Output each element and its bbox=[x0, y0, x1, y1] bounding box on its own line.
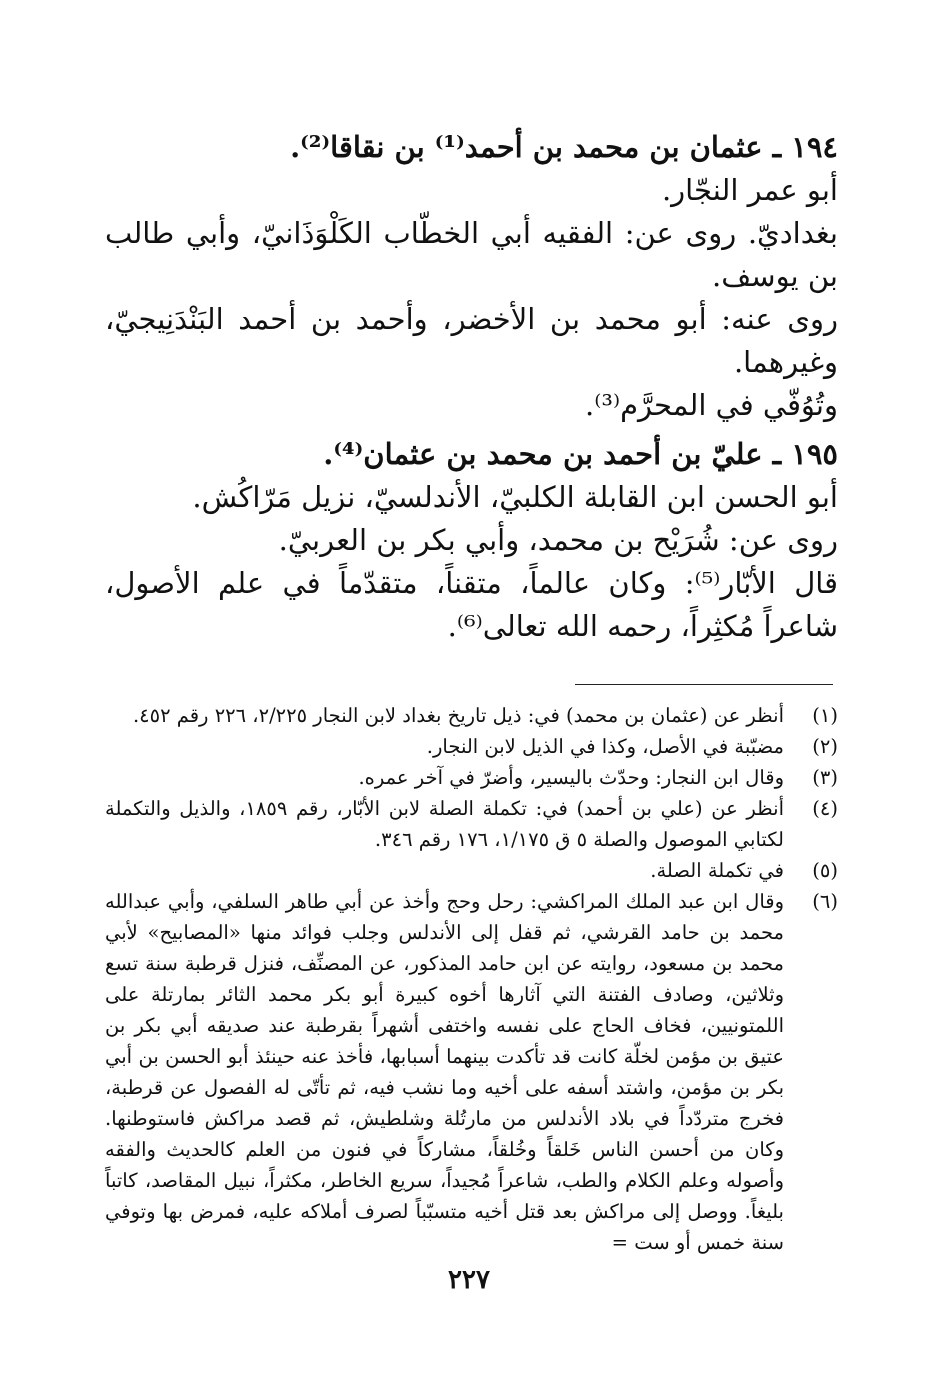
biography-entries bbox=[105, 126, 838, 648]
footnote-text: أنظر عن (علي بن أحمد) في: تكملة الصلة لابن الأبّار، رقم ١٨٥٩، والذيل والتكملة لكتابي الموصول والصلة ٥ ق ١/١٧٥، ١٧٦ رقم ٣٤٦. bbox=[105, 797, 784, 851]
footnote-divider bbox=[575, 684, 833, 685]
footnote-text: مضبّبة في الأصل، وكذا في الذيل لابن النجار. bbox=[426, 735, 784, 758]
footnote-item bbox=[105, 700, 838, 731]
entry-195-title: ١٩٥ ـ عليّ بن أحمد بن محمد بن عثمان⁽⁴⁾. bbox=[323, 437, 838, 471]
footnote-item bbox=[105, 855, 838, 886]
entry-195-abbar-quote: قال الأبّار⁽⁵⁾: وكان عالماً، متقناً، متقدّماً في علم الأصول، شاعراً مُكثِراً، رحمه الله تعالى⁽⁶⁾. bbox=[105, 566, 838, 643]
footnote-item bbox=[105, 793, 838, 855]
footnote-number: (٤) bbox=[812, 797, 838, 820]
footnote-item bbox=[105, 731, 838, 762]
footnote-number: (٣) bbox=[812, 766, 838, 789]
entry-194-narrated-from: بغداديّ. روى عن: الفقيه أبي الخطّاب الكَلْوَذَانيّ، وأبي طالب بن يوسف. bbox=[105, 216, 838, 293]
footnote-text: وقال ابن عبد الملك المراكشي: رحل وحج وأخذ عن أبي طاهر السلفي، وأبي عبدالله محمد بن حامد القرشي، ثم قفل إلى الأندلس وجلب فوائد منها «المصابيح» لأبي محمد بن مسعود، روايته عن ابن حامد المذكور، عن المصنِّف، فنزل قرطبة سنة تسع وثلاثين، وصادف الفتنة التي آثارها أخوه كبيرة أبو بكر محمد الثائر بمارتلة على اللمتونيين، فخاف الحاج على نفسه واختفى أشهراً بقرطبة عند صديقه أبي بكر بن عتيق بن مؤمن لخلّة كانت قد تأكدت بينهما أسبابها، فأخذ عنه حينئذ أبو الحسن بن أبي بكر بن مؤمن، واشتد أسفه على أخيه وما نشب فيه، ثم تأتّى له الفصول عن قرطبة، فخرج متردّداً في بلاد الأندلس من مارتُلة وشلطيش، ثم قصد مراكش فاستوطنها. وكان من أحسن الناس خَلقاً وخُلقاً، مشاركاً في فنون من العلم كالحديث والفقه وأصوله وعلم الكلام والطب، شاعراً مُجيداً، سريع الخاطر، مكثراً، نبيل المقاصد، كاتباً بليغاً. ووصل إلى مراكش بعد قتل أخيه متسبّباً لصرف أملاكه عليه، فمرض بها وتوفي سنة خمس أو ست = bbox=[105, 890, 784, 1254]
entry-194-death: وتُوُفّي في المحرَّم⁽³⁾. bbox=[584, 388, 838, 422]
footnote-text: في تكملة الصلة. bbox=[650, 859, 784, 882]
footnote-number: (٥) bbox=[812, 859, 838, 882]
footnote-number: (١) bbox=[812, 704, 838, 727]
main-text-block bbox=[105, 118, 838, 648]
entry-195-kunya: أبو الحسن ابن القابلة الكلبيّ، الأندلسيّ، نزيل مَرّاكُش. bbox=[192, 480, 838, 514]
footnote-number: (٦) bbox=[812, 890, 838, 913]
footnote-item bbox=[105, 886, 838, 1258]
page-number: ٢٢٧ bbox=[448, 1265, 490, 1295]
footnote-item bbox=[105, 762, 838, 793]
footnote-text: أنظر عن (عثمان بن محمد) في: ذيل تاريخ بغداد لابن النجار ٢/٢٢٥، ٢٢٦ رقم ٤٥٢. bbox=[132, 704, 784, 727]
entry-194-narrated-by: روى عنه: أبو محمد بن الأخضر، وأحمد بن أحمد البَنْدَنِيجيّ، وغيرهما. bbox=[105, 302, 838, 379]
footnote-number: (٢) bbox=[812, 735, 838, 758]
entry-194-title: ١٩٤ ـ عثمان بن محمد بن أحمد⁽¹⁾ بن نقاقا⁽²⁾. bbox=[290, 130, 838, 164]
footnotes-section bbox=[105, 700, 838, 1258]
footnote-text: وقال ابن النجار: وحدّث باليسير، وأضرّ في آخر عمره. bbox=[358, 766, 784, 789]
entry-194-kunya: أبو عمر النجّار. bbox=[661, 173, 838, 207]
entry-195-narrated-from: روى عن: شُرَيْح بن محمد، وأبي بكر بن العربيّ. bbox=[278, 523, 838, 557]
